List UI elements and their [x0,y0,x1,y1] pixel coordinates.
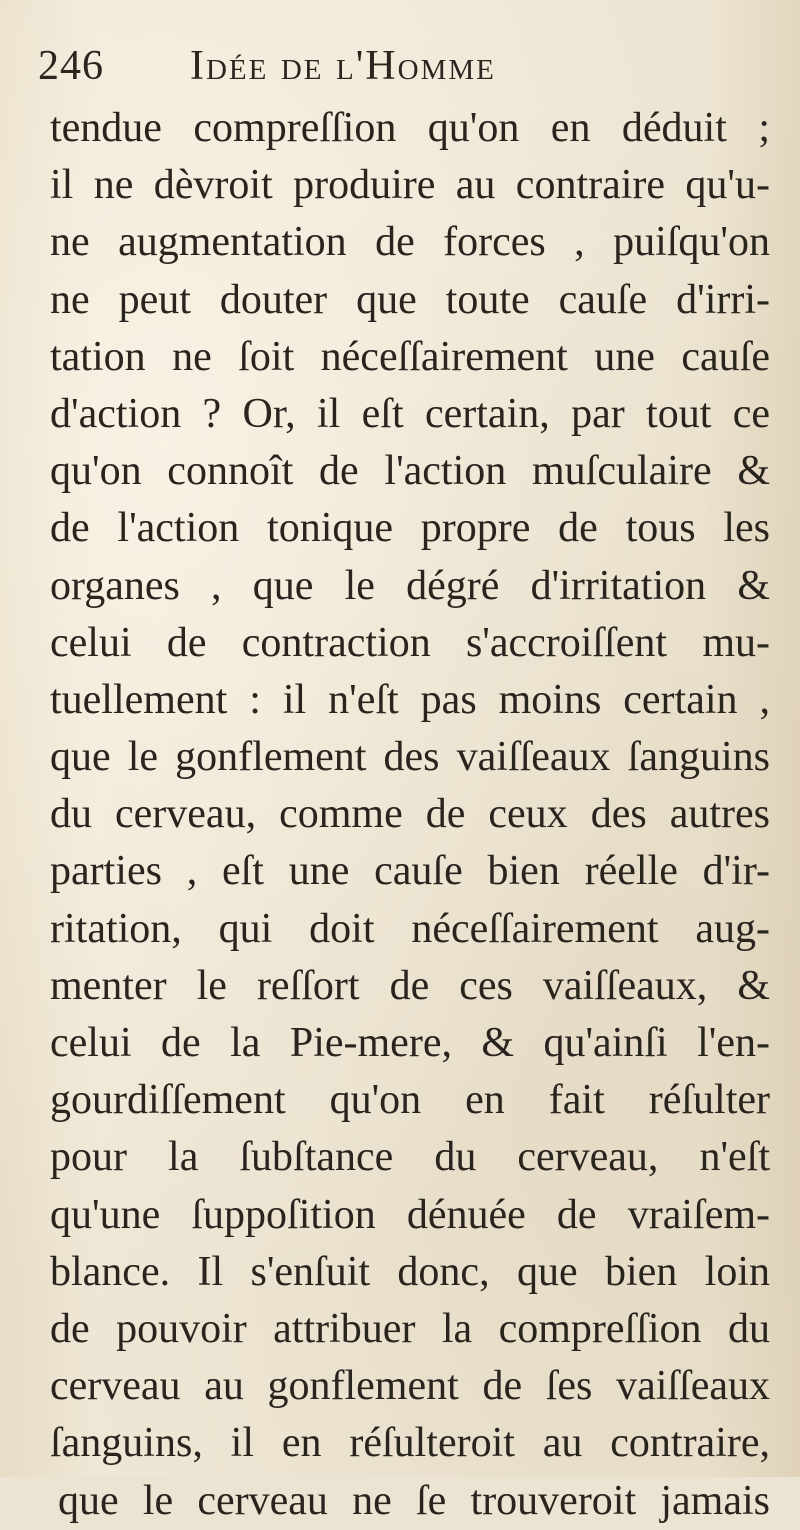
text-line: celui de la Pie-mere, & qu'ainſi l'en- [50,1020,770,1066]
text-line: tuellement : il n'eſt pas moins certain , [50,676,770,723]
text-line: il ne dèvroit produire au contraire qu'u- [50,162,770,209]
text-line: tendue compreſſion qu'on en déduit ; [50,105,770,151]
text-line: de pouvoir attribuer la compreſſion du [50,1305,770,1352]
text-line: qu'on connoît de l'action muſculaire & [50,448,770,495]
text-line: ritation, qui doit néceſſairement aug- [50,905,770,952]
text-line: ne augmentation de forces , puiſqu'on [50,219,770,266]
text-line: ne peut douter que toute cauſe d'irri- [50,276,770,323]
text-line: gourdiſſement qu'on en fait réſulter [50,1077,770,1124]
text-line: que le gonflement des vaiſſeaux ſanguins [50,734,770,781]
text-line: cerveau au gonflement de ſes vaiſſeaux [50,1363,770,1410]
text-line: de l'action tonique propre de tous les [50,505,770,552]
text-line: organes , que le dégré d'irritation & [50,562,770,609]
text-line: que le cerveau ne ſe trouveroit jamais [58,1477,770,1524]
body-text [50,100,770,1530]
text-line: du cerveau, comme de ceux des autres [50,791,770,838]
text-line: qu'une ſuppoſition dénuée de vraiſem- [50,1191,770,1238]
text-line: menter le reſſort de ces vaiſſeaux, & [50,962,770,1009]
page-number: 246 [38,43,104,89]
text-line: pour la ſubſtance du cerveau, n'eſt [50,1134,770,1181]
text-line: ſanguins, il en réſulteroit au contraire, [50,1420,770,1467]
text-line: celui de contraction s'accroiſſent mu- [50,619,770,666]
text-line: d'action ? Or, il eſt certain, par tout ce [50,390,770,437]
text-line: blance. Il s'enſuit donc, que bien loin [50,1248,770,1295]
text-line: tation ne ſoit néceſſairement une cauſe [50,333,770,380]
text-line: parties , eſt une cauſe bien réelle d'ir- [50,848,770,895]
running-title: Idée de l'Homme [190,43,496,89]
running-head [38,42,738,102]
